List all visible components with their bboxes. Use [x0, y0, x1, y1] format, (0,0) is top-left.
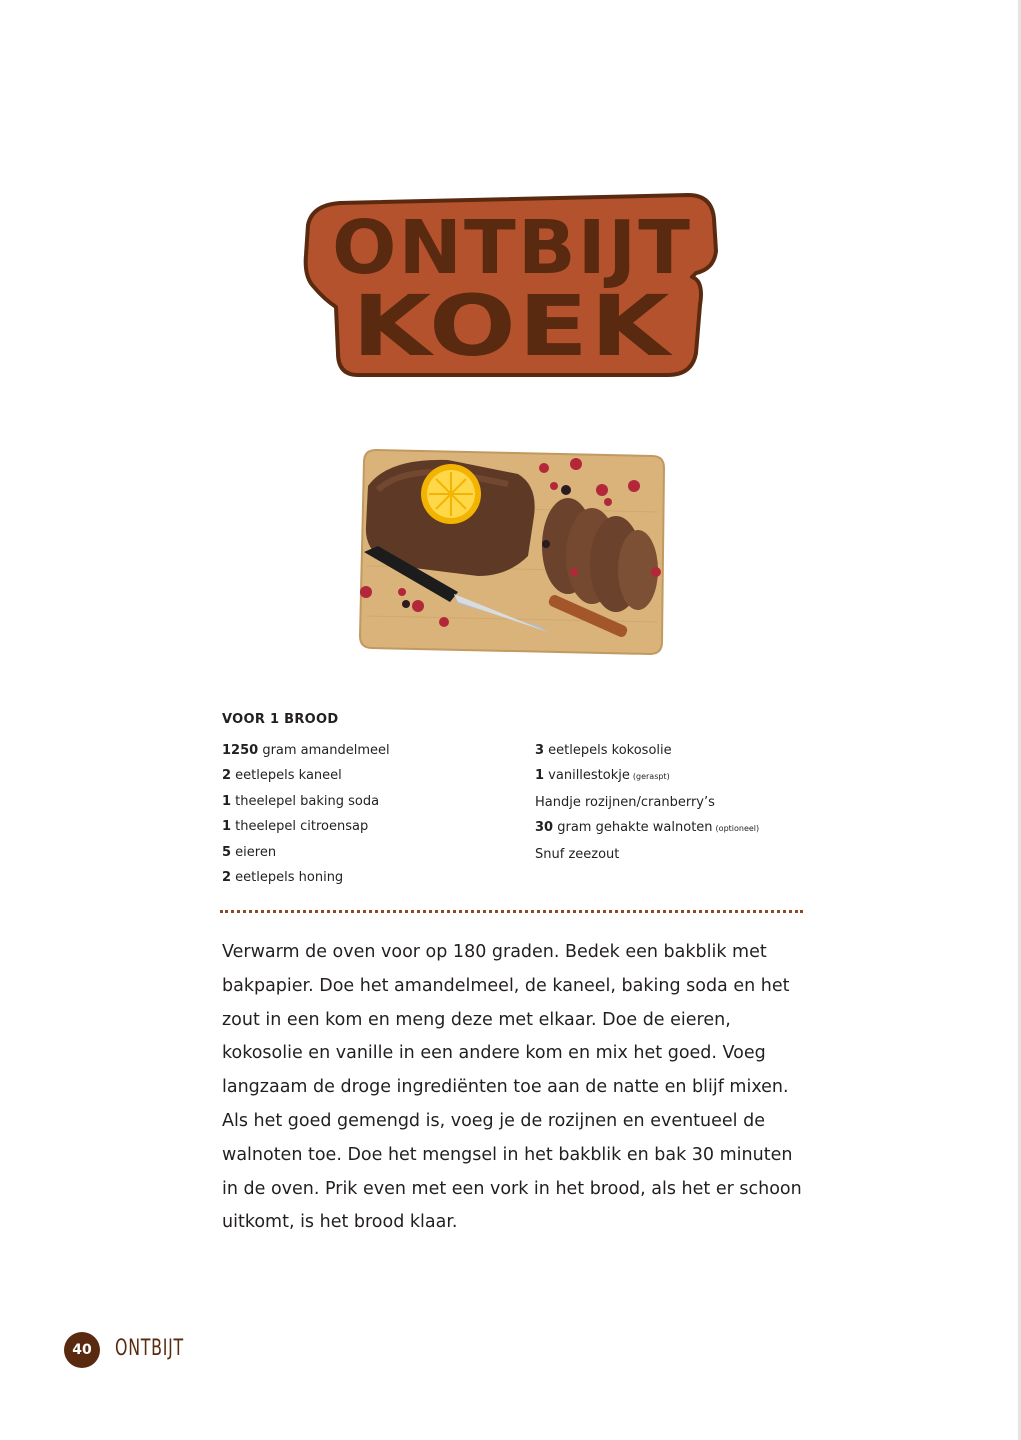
- recipe-title: [300, 185, 730, 385]
- ingredient-item: 1250 gram amandelmeel: [222, 743, 390, 758]
- title-line-2: KOEK: [352, 277, 674, 375]
- section-label: ONTBIJT: [115, 1336, 184, 1361]
- title-line-1: ONTBIJT: [332, 205, 692, 291]
- ingredient-item: 2 eetlepels honing: [222, 870, 344, 886]
- ingredient-item: 1 theelepel baking soda: [222, 793, 380, 809]
- ingredient-item: Handje rozijnen/cranberry’s: [535, 794, 715, 810]
- ingredient-item: 30 gram gehakte walnoten (optioneel): [535, 820, 760, 836]
- instructions-text: Verwarm de oven voor op 180 graden. Bedek een bakblik met bakpapier. Doe het amandelmeel, de kaneel, baking soda en het zout in een kom en meng deze met elkaar. Doe de eieren, kokosolie en vanille in een andere kom en mix het goed. Voeg langzaam de droge ingrediënten toe aan de natte en blijf mixen. Als het goed gemengd is, voeg je de rozijnen en eventueel de walnoten toe. Doe het mengsel in het bakblik en bak 30 minuten in de oven. Prik even met een vork in het brood, als het er schoon uitkomt, is het brood klaar.: [222, 942, 802, 1233]
- page-number-badge: 40: [64, 1332, 100, 1368]
- ingredient-note: (geraspt): [632, 772, 670, 782]
- ingredients-left-column: [222, 738, 390, 890]
- ontbijtkoek-photo: [358, 446, 668, 658]
- ingredient-item: 1 theelepel citroensap: [222, 819, 369, 835]
- ingredient-item: 3 eetlepels kokosolie: [535, 743, 672, 758]
- ingredient-item: Snuf zeezout: [535, 846, 620, 862]
- section-divider: [220, 910, 803, 913]
- ingredients-right-column: [535, 738, 759, 867]
- ingredient-note: (optioneel): [715, 824, 760, 834]
- ingredient-item: 1 vanillestokje (geraspt): [535, 768, 670, 784]
- ingredient-item: 5 eieren: [222, 844, 277, 860]
- ingredient-item: 2 eetlepels kaneel: [222, 768, 342, 784]
- ingredients-heading: VOOR 1 BROOD: [222, 712, 339, 727]
